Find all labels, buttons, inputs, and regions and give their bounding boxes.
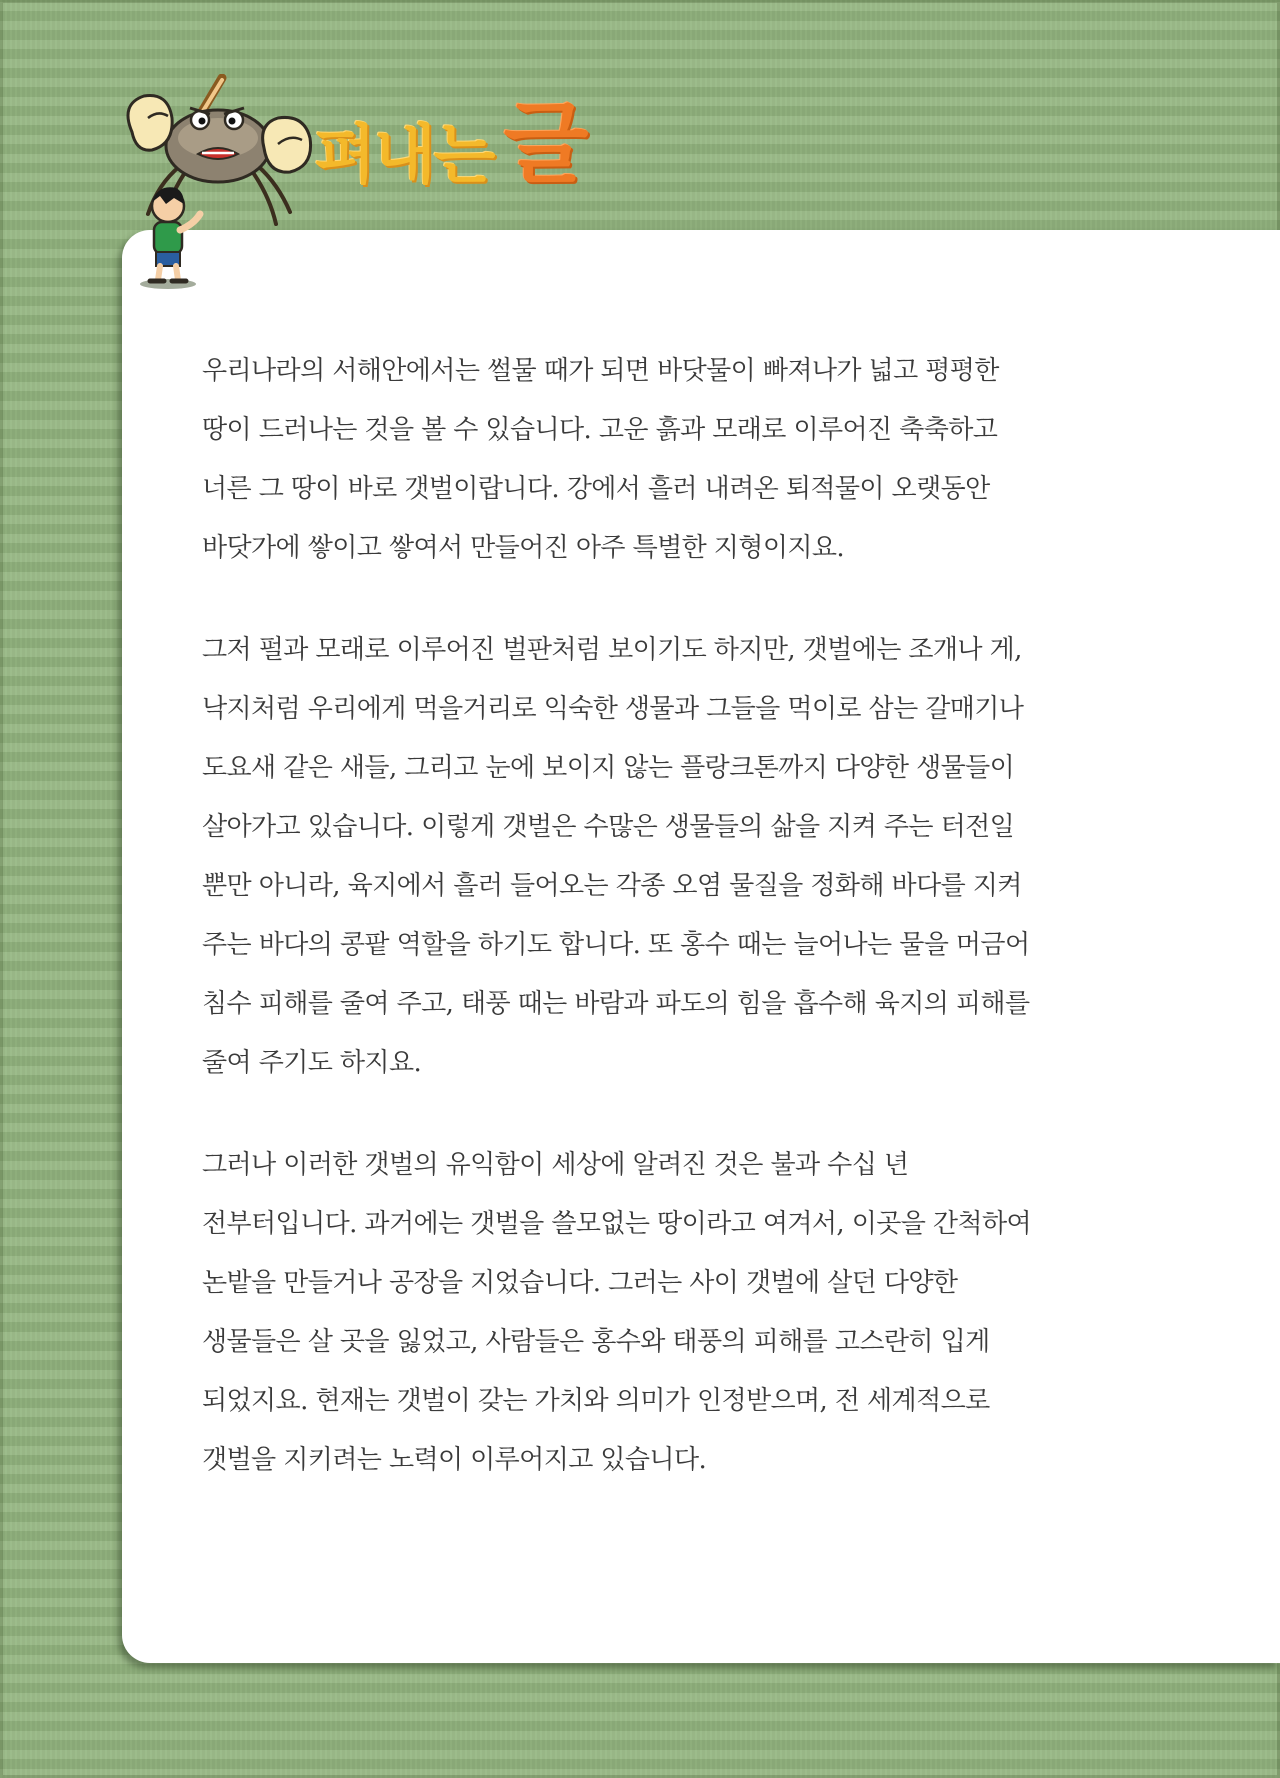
paragraph (202, 1136, 1052, 1490)
title-main: 펴내는 (314, 119, 494, 193)
text-line: 그러나 이러한 갯벌의 유익함이 세상에 알려진 것은 불과 수십 년 (202, 1150, 909, 1180)
text-line: 논밭을 만들거나 공장을 지었습니다. 그러는 사이 갯벌에 살던 다양한 (202, 1268, 958, 1298)
title-accent: 글 (503, 92, 589, 195)
text-line: 주는 바다의 콩팥 역할을 하기도 합니다. 또 홍수 때는 늘어나는 물을 머금어 (202, 930, 1030, 960)
text-line: 땅이 드러나는 것을 볼 수 있습니다. 고운 흙과 모래로 이루어진 축축하고 (202, 415, 998, 445)
body-text (202, 342, 1052, 1533)
text-line: 그저 펄과 모래로 이루어진 벌판처럼 보이기도 하지만, 갯벌에는 조개나 게, (202, 635, 1022, 665)
text-line: 우리나라의 서해안에서는 썰물 때가 되면 바닷물이 빠져나가 넓고 평평한 (202, 356, 999, 386)
text-line: 갯벌을 지키려는 노력이 이루어지고 있습니다. (202, 1445, 707, 1475)
crab-and-boy-illustration (118, 74, 328, 294)
text-line: 침수 피해를 줄여 주고, 태풍 때는 바람과 파도의 힘을 흡수해 육지의 피해를 (202, 989, 1030, 1019)
text-line: 줄여 주기도 하지요. (202, 1048, 422, 1078)
paragraph (202, 342, 1052, 578)
page-title (314, 88, 589, 195)
text-line: 바닷가에 쌓이고 쌓여서 만들어진 아주 특별한 지형이지요. (202, 533, 845, 563)
paragraph (202, 621, 1052, 1093)
text-line: 뿐만 아니라, 육지에서 흘러 들어오는 각종 오염 물질을 정화해 바다를 지켜 (202, 871, 1022, 901)
text-line: 너른 그 땅이 바로 갯벌이랍니다. 강에서 흘러 내려온 퇴적물이 오랫동안 (202, 474, 990, 504)
text-line: 살아가고 있습니다. 이렇게 갯벌은 수많은 생물들의 삶을 지켜 주는 터전일 (202, 812, 1015, 842)
text-line: 생물들은 살 곳을 잃었고, 사람들은 홍수와 태풍의 피해를 고스란히 입게 (202, 1327, 990, 1357)
text-line: 도요새 같은 새들, 그리고 눈에 보이지 않는 플랑크톤까지 다양한 생물들이 (202, 753, 1015, 783)
text-line: 낙지처럼 우리에게 먹을거리로 익숙한 생물과 그들을 먹이로 삼는 갈매기나 (202, 694, 1024, 724)
text-line: 전부터입니다. 과거에는 갯벌을 쓸모없는 땅이라고 여겨서, 이곳을 간척하여 (202, 1209, 1031, 1239)
text-line: 되었지요. 현재는 갯벌이 갖는 가치와 의미가 인정받으며, 전 세계적으로 (202, 1386, 990, 1416)
